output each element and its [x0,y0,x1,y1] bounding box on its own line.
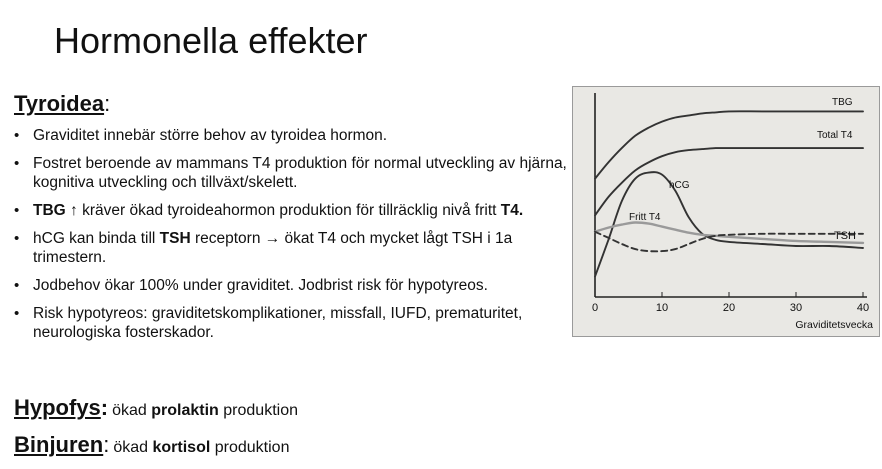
text-segment: Graviditet innebär större behov av tyroidea hormon. [33,127,388,144]
bullet-dot-icon: • [14,230,20,247]
bullet-dot-icon: • [14,127,20,144]
x-tick-label: 30 [789,302,803,314]
bullet-text [33,277,488,294]
series-label: TSH [834,230,856,242]
bullet-text [33,127,387,144]
text-segment: ökad [113,439,153,456]
bullet-item [12,276,572,295]
bold-term: kortisol [152,439,211,456]
hypofys-row [14,395,298,421]
bullet-text [33,202,523,219]
x-axis-label: Graviditetsvecka [795,319,873,331]
hypofys-text [112,402,298,419]
x-tick-label: 20 [722,302,736,314]
text-segment: Jodbehov ökar 100% under graviditet. Jodbrist risk för hypotyreos. [33,277,488,294]
tyroidea-heading: Tyroidea [14,91,105,116]
bullet-item [12,201,572,220]
binjuren-heading: Binjuren [14,432,104,457]
tyroidea-heading-row [14,91,110,117]
x-tick-label: 40 [856,302,870,314]
text-segment: ↑ kräver ökad tyroideahormon produktion för tillräcklig nivå fritt [65,202,501,219]
binjuren-text [113,439,289,456]
series-label: TBG [832,97,853,108]
text-segment: produktion [218,402,298,419]
text-segment: Fostret beroende av mammans T4 produktion för normal utveckling av hjärna, kognitiva utveckling och tillväxt/skelett. [33,155,567,191]
bullet-dot-icon: • [14,202,20,219]
binjuren-row [14,432,289,458]
bullet-item [12,229,572,267]
series-line-hcg [595,172,863,276]
binjuren-colon: : [103,432,110,457]
series-line-fritt-t4 [595,222,863,242]
bullet-dot-icon: • [14,305,20,322]
text-segment: produktion [210,439,290,456]
x-tick-label: 10 [655,302,669,314]
tyroidea-bullet-list [12,126,572,351]
thyroid-pregnancy-chart [572,86,880,337]
bold-term: TBG [33,202,66,219]
tyroidea-colon: : [104,91,111,116]
bullet-dot-icon: • [14,155,20,172]
series-label: Total T4 [817,130,853,141]
bullet-item [12,154,572,192]
hypofys-heading: Hypofys [14,395,101,420]
bullet-item [12,126,572,145]
bullet-item [12,304,572,342]
text-segment: ökad [112,402,152,419]
series-line-tbg [595,111,863,178]
bold-term: prolaktin [151,402,219,419]
series-line-total-t4 [595,148,863,215]
bold-term: TSH [159,230,191,247]
hypofys-colon: : [100,395,109,420]
bold-term: T4. [500,202,524,219]
text-segment: hCG kan binda till [33,230,160,247]
bullet-text [33,305,522,341]
bullet-text [33,230,512,266]
bullet-text [33,155,567,191]
series-label: hCG [669,180,690,191]
text-segment: receptorn → ökat T4 och mycket lågt TSH i 1a trimestern. [33,230,513,266]
chart-svg [573,87,879,336]
bullet-dot-icon: • [14,277,20,294]
series-label: Fritt T4 [629,212,661,223]
text-segment: Risk hypotyreos: graviditetskomplikationer, missfall, IUFD, prematuritet, neurologiska fosterskador. [33,305,523,341]
page-title: Hormonella effekter [54,20,368,61]
x-tick-label: 0 [591,302,599,314]
